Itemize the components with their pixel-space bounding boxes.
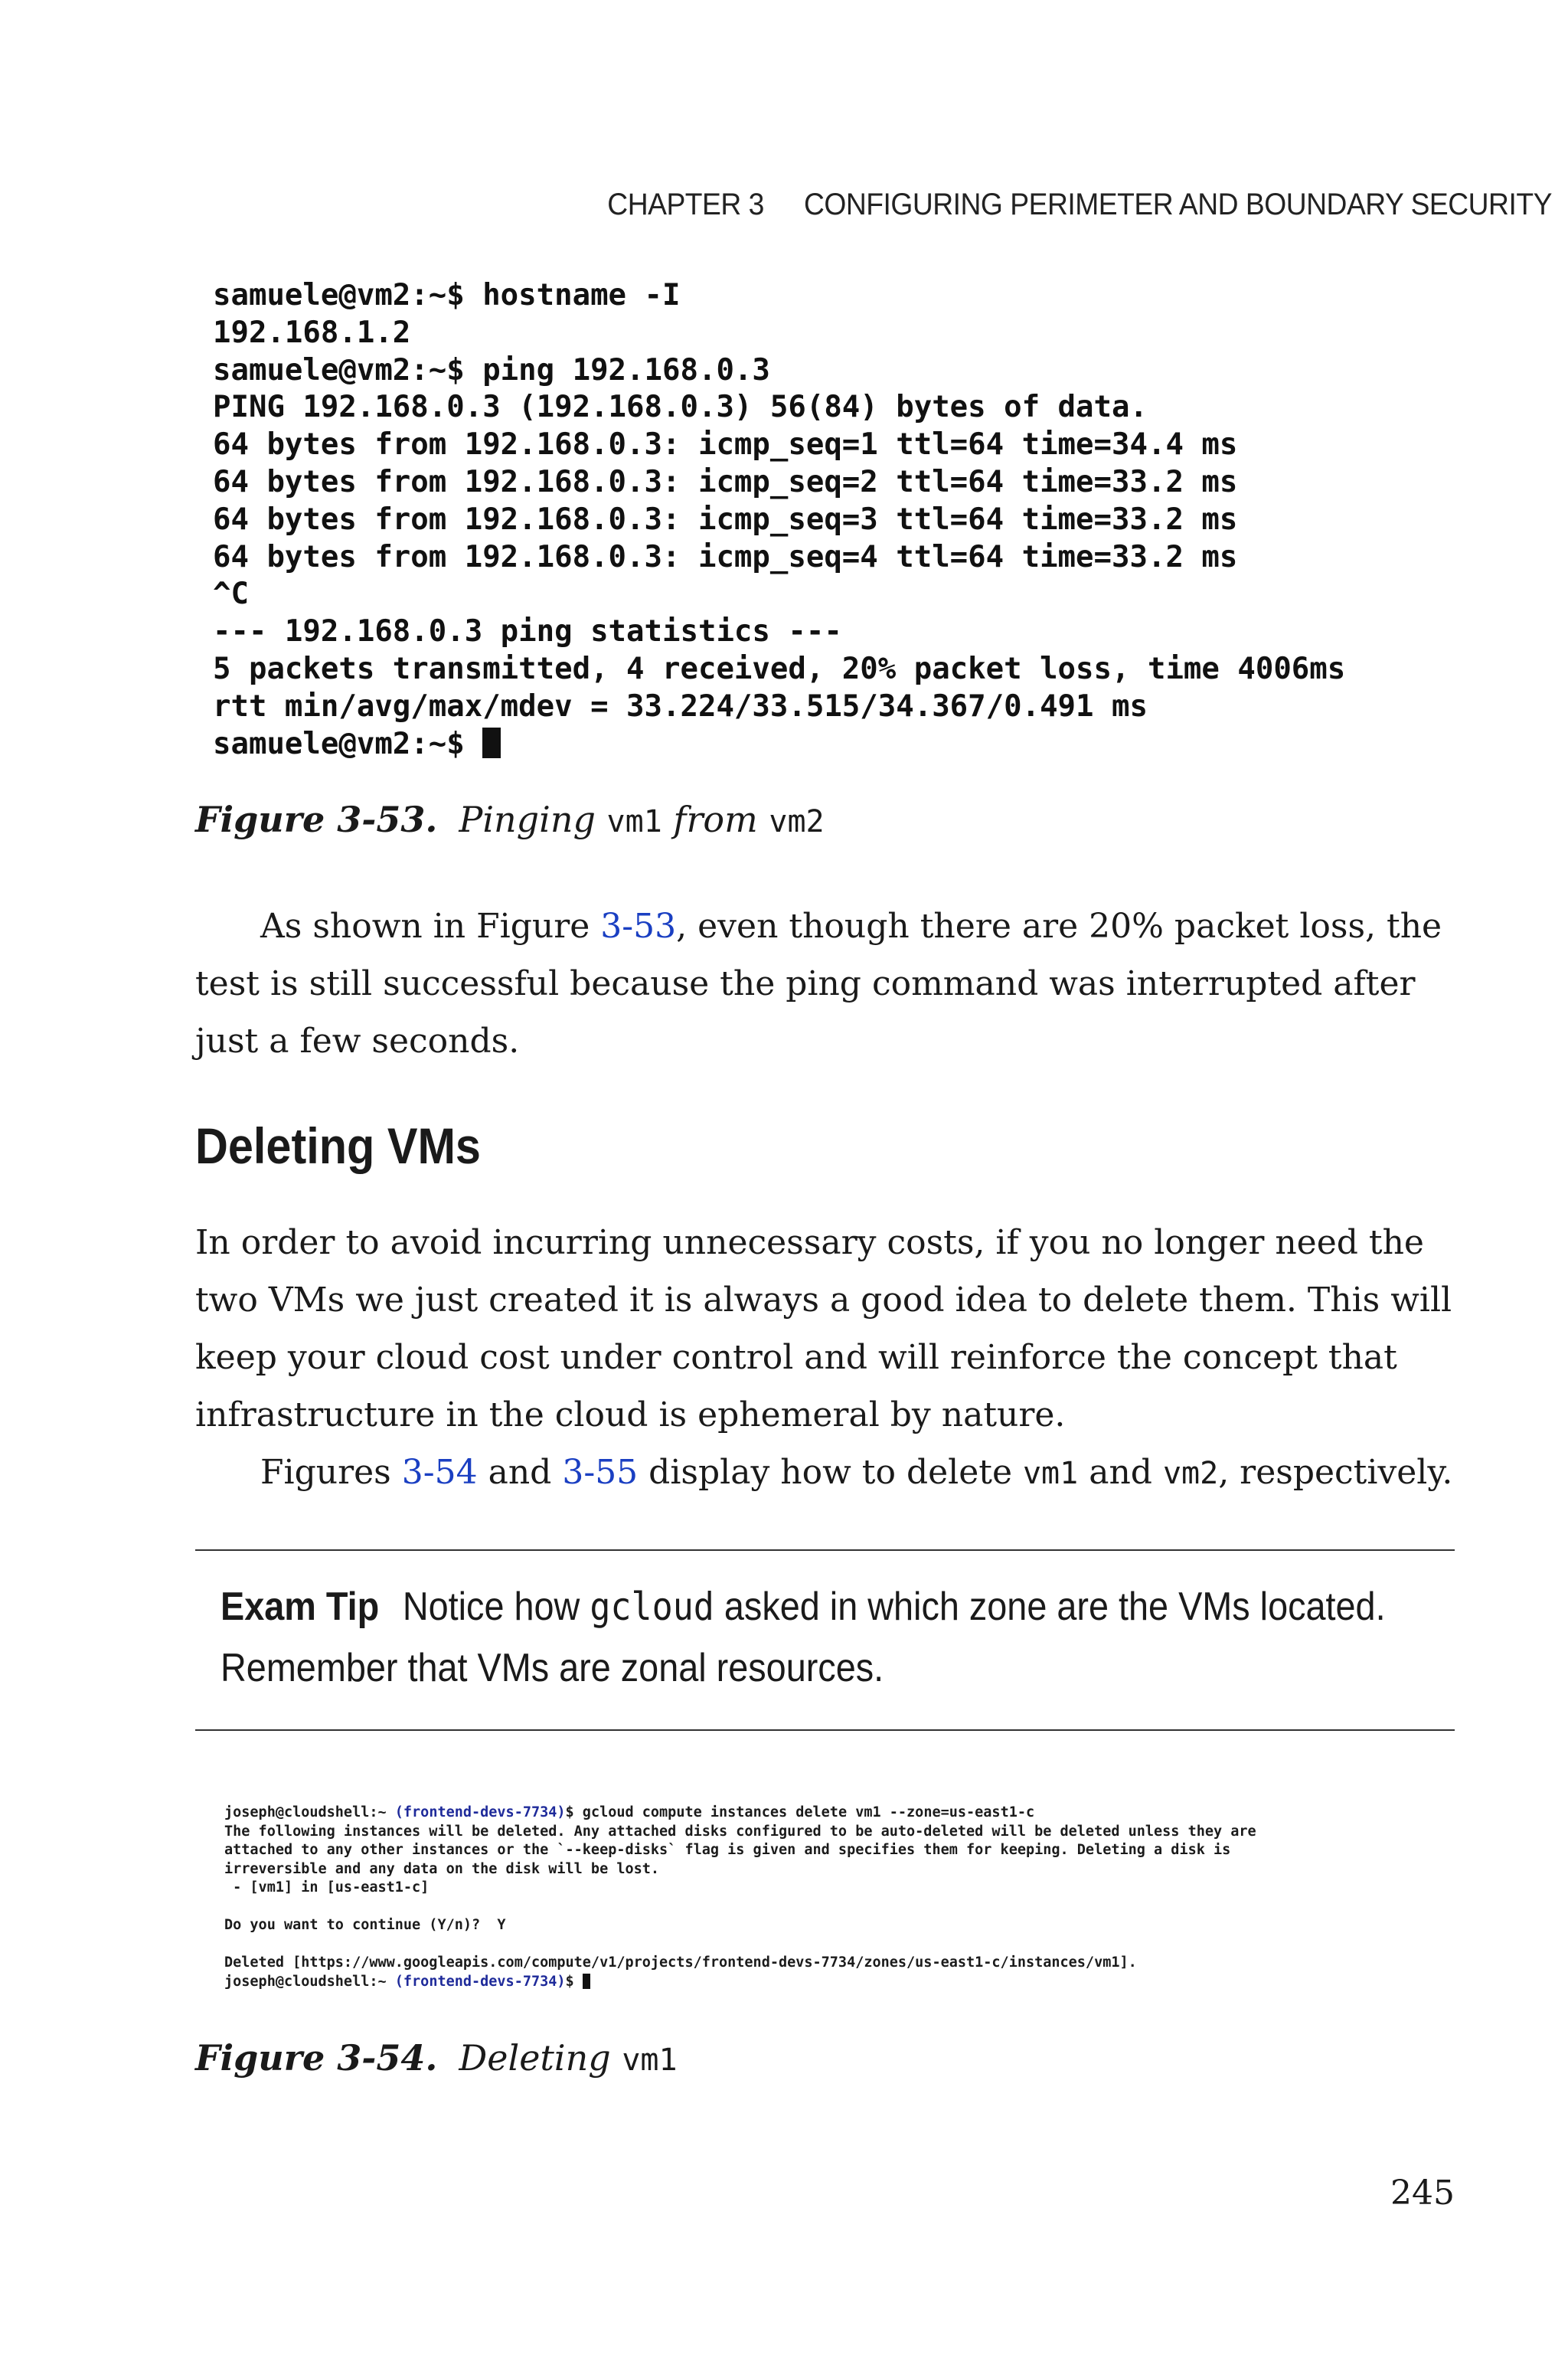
figure-number: Figure 3-54. <box>195 2037 438 2079</box>
section-heading: Deleting VMs <box>195 1117 481 1174</box>
paragraph-ping-result <box>195 898 1466 1070</box>
terminal-line: 64 bytes from 192.168.0.3: icmp_seq=2 ttl=64 time=33.2 ms <box>213 464 1238 499</box>
caption-text: Pinging <box>459 799 607 840</box>
caption-text: Deleting <box>459 2037 622 2079</box>
command-output <box>224 1824 1256 1971</box>
terminal-line: PING 192.168.0.3 (192.168.0.3) 56(84) bytes of data. <box>213 390 1148 425</box>
exam-tip-text: Notice how <box>402 1585 590 1629</box>
prompt-user: joseph@cloudshell:~ <box>224 1804 395 1820</box>
exam-tip-bottom-rule <box>195 1729 1455 1731</box>
prompt-end: $ <box>565 1973 583 1990</box>
terminal-cursor <box>482 728 501 758</box>
figure-link-3-53[interactable]: 3-53 <box>600 907 677 946</box>
figure-caption-3-53 <box>195 799 825 840</box>
figure-caption-3-54 <box>195 2037 678 2079</box>
inline-code: gcloud <box>590 1585 714 1629</box>
exam-tip-box <box>220 1576 1438 1699</box>
exam-tip-text: asked in which zone are the VMs located. Remember that VMs are zonal resources. <box>220 1585 1386 1690</box>
terminal-cursor <box>583 1974 590 1989</box>
terminal-line: irreversible and any data on the disk will be lost. <box>224 1860 660 1877</box>
terminal-line: 64 bytes from 192.168.0.3: icmp_seq=4 ttl=64 time=33.2 ms <box>213 539 1238 574</box>
prompt-user: joseph@cloudshell:~ <box>224 1973 395 1990</box>
terminal-line: samuele@vm2:~$ hostname -I <box>213 278 681 312</box>
caption-code: vm1 <box>606 804 662 839</box>
terminal-line: 64 bytes from 192.168.0.3: icmp_seq=1 ttl=64 time=34.4 ms <box>213 427 1238 463</box>
para-text: In order to avoid incurring unnecessary costs, if you no longer need the two VMs we just created it is always a good idea to delete them. This will keep your cloud cost under control and will reinforce the concept that infrastructure in the cloud is ephemeral by nature. <box>195 1223 1452 1434</box>
terminal-line: Do you want to continue (Y/n)? Y <box>224 1917 506 1933</box>
caption-text: from <box>662 799 769 840</box>
para-text: and <box>477 1453 563 1492</box>
terminal-line: 192.168.1.2 <box>213 315 411 350</box>
prompt-project: (frontend-devs-7734) <box>394 1973 566 1990</box>
terminal-line: The following instances will be deleted. Any attached disks configured to be auto-deleted will be deleted unless they are <box>224 1823 1256 1840</box>
inline-code: vm2 <box>1162 1456 1219 1491</box>
figure-number: Figure 3-53. <box>195 799 438 840</box>
terminal-output-ping <box>213 277 1345 763</box>
terminal-line: samuele@vm2:~$ ping 192.168.0.3 <box>213 352 770 388</box>
inline-code: vm1 <box>1022 1456 1079 1491</box>
terminal-line: - [vm1] in [us-east1-c] <box>233 1879 430 1896</box>
chapter-label: CHAPTER 3 <box>607 188 764 221</box>
terminal-line: ^C <box>213 577 249 612</box>
paragraph-deleting-vms <box>195 1214 1466 1503</box>
terminal-line: rtt min/avg/max/mdev = 33.224/33.515/34.367/0.491 ms <box>213 689 1148 724</box>
para-text: and <box>1078 1453 1163 1492</box>
command-text: $ gcloud compute instances delete vm1 --zone=us-east1-c <box>565 1804 1035 1820</box>
para-text: , even though there are 20% packet loss, the test is still successful because the ping command was interrupted after just a few seconds. <box>195 907 1442 1061</box>
terminal-line: --- 192.168.0.3 ping statistics --- <box>213 614 842 649</box>
exam-tip-top-rule <box>195 1549 1455 1551</box>
terminal-line: 64 bytes from 192.168.0.3: icmp_seq=3 ttl=64 time=33.2 ms <box>213 502 1238 537</box>
exam-tip-label: Exam Tip <box>220 1585 380 1629</box>
terminal-line: 5 packets transmitted, 4 received, 20% packet loss, time 4006ms <box>213 651 1346 686</box>
caption-code: vm2 <box>769 804 825 839</box>
para-text: As shown in Figure <box>260 907 601 946</box>
para-text: Figures <box>260 1453 402 1492</box>
para-text: display how to delete <box>638 1453 1023 1492</box>
caption-code: vm1 <box>622 2043 678 2078</box>
terminal-output-delete-vm1 <box>224 1804 1256 1991</box>
prompt-project: (frontend-devs-7734) <box>394 1804 566 1820</box>
terminal-line: attached to any other instances or the `--keep-disks` flag is given and specifies them for keeping. Deleting a disk is <box>224 1842 1231 1858</box>
running-header <box>607 188 1552 222</box>
page-number: 245 <box>1390 2174 1455 2213</box>
figure-link-3-55[interactable]: 3-55 <box>562 1453 639 1492</box>
chapter-title: CONFIGURING PERIMETER AND BOUNDARY SECURITY <box>803 188 1552 221</box>
para-text: , respectively. <box>1218 1453 1453 1492</box>
figure-link-3-54[interactable]: 3-54 <box>401 1453 478 1492</box>
terminal-prompt: samuele@vm2:~$ <box>213 726 483 761</box>
terminal-line: Deleted [https://www.googleapis.com/compute/v1/projects/frontend-devs-7734/zones/us-east1-c/instances/vm1]. <box>224 1954 1137 1971</box>
